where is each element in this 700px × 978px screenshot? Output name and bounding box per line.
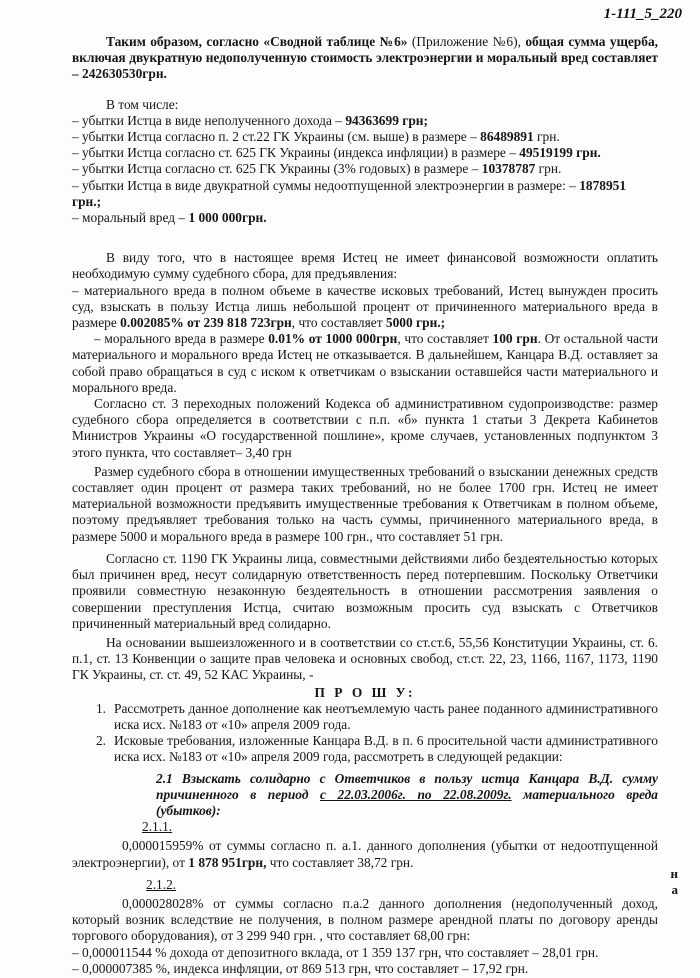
document-id: 1-111_5_220 [603,6,682,22]
request-heading: П Р О Ш У: [314,684,416,700]
loss-item: – убытки Истца в виде двукратной суммы недоотпущенной электроэнергии в размере: – 1878951 грн.; [72,177,627,209]
request-item: 1. Рассмотреть данное дополнение как неотъемлемую часть ранее поданного административного иска исх. №183 от «10» апреля 2009 года. [95,700,658,732]
tail-line: – 0,000011544 % дохода от депозитного вклада, от 1 359 137 грн, что составляет – 28,01 грн. [72,944,599,960]
moral-damage-line: – морального вреда в размере 0.01% от 1000 000грн, что составляет 100 грн. От остальной части материального и морального вреда Истец не отказывается. В дальнейшем, Канцара В.Д. оставляет за собой право обращаться в суд с иском к ответчикам о взыскании оставшейся части материального и морального вреда. [72,331,659,395]
loss-item: – убытки Истца в виде неполученного дохода – 94363699 грн; [72,112,428,128]
total-sum-bold: общая сумма ущерба, включая двукратную недополученную стоимость электроэнергии и моральный вред составляет – 242630530грн. [72,34,658,82]
loss-item: – убытки Истца согласно ст. 625 ГК Украины (3% годовых) в размере – 10378787 грн. [72,161,562,177]
loss-item: – убытки Истца согласно ст. 625 ГК Украины (индекса инфляции) в размере – 49519199 грн. [72,145,601,161]
document-body [72,26,658,977]
basis-paragraph: На основании вышеизложенного и в соответствии со ст.ст.6, 55,56 Конституции Украины, ст. 6. п.1, ст. 13 Конвенции о защите прав человека и основных свобод, ст.ст. 22, 23, 1166, 1167, 1173, 1190 ГК Украины, ст. ст. 49, 52 КАС Украины, - [72,634,658,683]
edge-letter: н [670,866,678,881]
total-appendix: (Приложение №6), [407,34,526,49]
article1190-paragraph: Согласно ст. 1190 ГК Украины лица, совместными действиями либо бездеятельностью которых был причинен вред, несут солидарную ответственность перед потерпевшим. Поскольку Ответчики проявили совместную незаконную бездеятельность в отношении рассмотрения заявления о совершении преступления Истца, считаю возможным просить суд взыскать с Ответчиков причиненный материальный вред солидарно. [72,550,658,631]
subsection-2-1-1-text: 0,000015959% от суммы согласно п. а.1. данного дополнения (убытки от недоотпущенной электроэнергии), от 1 878 951грн, что составляет 38,72 грн. [72,838,658,870]
losses-list [72,113,658,226]
including-heading: В том числе: [106,96,179,112]
article3-paragraph: Согласно ст. 3 переходных положений Кодекса об административном судопроизводстве: размер судебного сбора определяется в соответствии с п.п. «б» пункта 1 статьи 3 Декрета Кабинетов Министров Украины «О государственной пошлине», кроме случаев, установленных подпунктом 3 этого пункта, что составляет– 3,40 грн [72,396,658,460]
tail-line: – 0,000007385 %, индекса инфляции, от 869 513 грн, что составляет – 17,92 грн. [72,960,529,976]
request-list [72,701,658,766]
section-2-1-title: 2.1 Взыскать солидарно с Ответчиков в пользу истца Канцара В.Д. сумму причиненного в период с 22.03.2006г. по 22.08.2009г. материального вреда (убытков): [156,770,658,818]
loss-item: – моральный вред – 1 000 000грн. [72,210,267,226]
request-item: 2. Исковые требования, изложенные Канцара В.Д. в п. 6 просительной части административного иска исх. №183 от «10» апреля 2009 года, рассмотреть в следующей редакции: [95,733,658,765]
total-ref-bold: Таким образом, согласно «Сводной таблице №6» [106,34,408,49]
subsection-2-1-1-number: 2.1.1. [142,819,173,835]
loss-item: – убытки Истца согласно п. 2 ст.22 ГК Украины (см. выше) в размере – 86489891 грн. [72,129,560,145]
subsection-2-1-2-text: 0,000028028% от суммы согласно п.а.2 данного дополнения (недополученный доход, который возник вследствие не получения, в полном размере арендной платы по договору аренды торгового оборудования), от 3 299 940 грн. , что составляет 68,00 грн: [72,895,658,944]
edge-letter: а [671,882,678,897]
financial-paragraph-intro: В виду того, что в настоящее время Истец не имеет финансовой возможности оплатить необходимую сумму судебного сбора, для предъявления: [72,250,658,282]
material-damage-line: – материального вреда в полном объеме в качестве исковых требований, Истец вынужден просить суд, взыскать в пользу Истца лишь небольшой процент от причиненного материального вреда в размере 0.002085% от 239 818 723грн, что составляет 5000 грн.; [72,282,658,331]
total-damage-paragraph [72,34,658,83]
subsection-2-1-2-number: 2.1.2. [146,876,177,892]
fee-size-paragraph: Размер судебного сбора в отношении имущественных требований о взыскании денежных средств составляет один процент от размера таких требований, но не более 1700 грн. Истец не имеет материальной возможности предъявить имущественные требования к Ответчикам в полном объеме, поэтому предъявляет требования только на часть суммы, причиненного материального вреда, в размере 5000 и морального вреда в размере 100 грн., что составляет 51 грн. [72,463,658,544]
